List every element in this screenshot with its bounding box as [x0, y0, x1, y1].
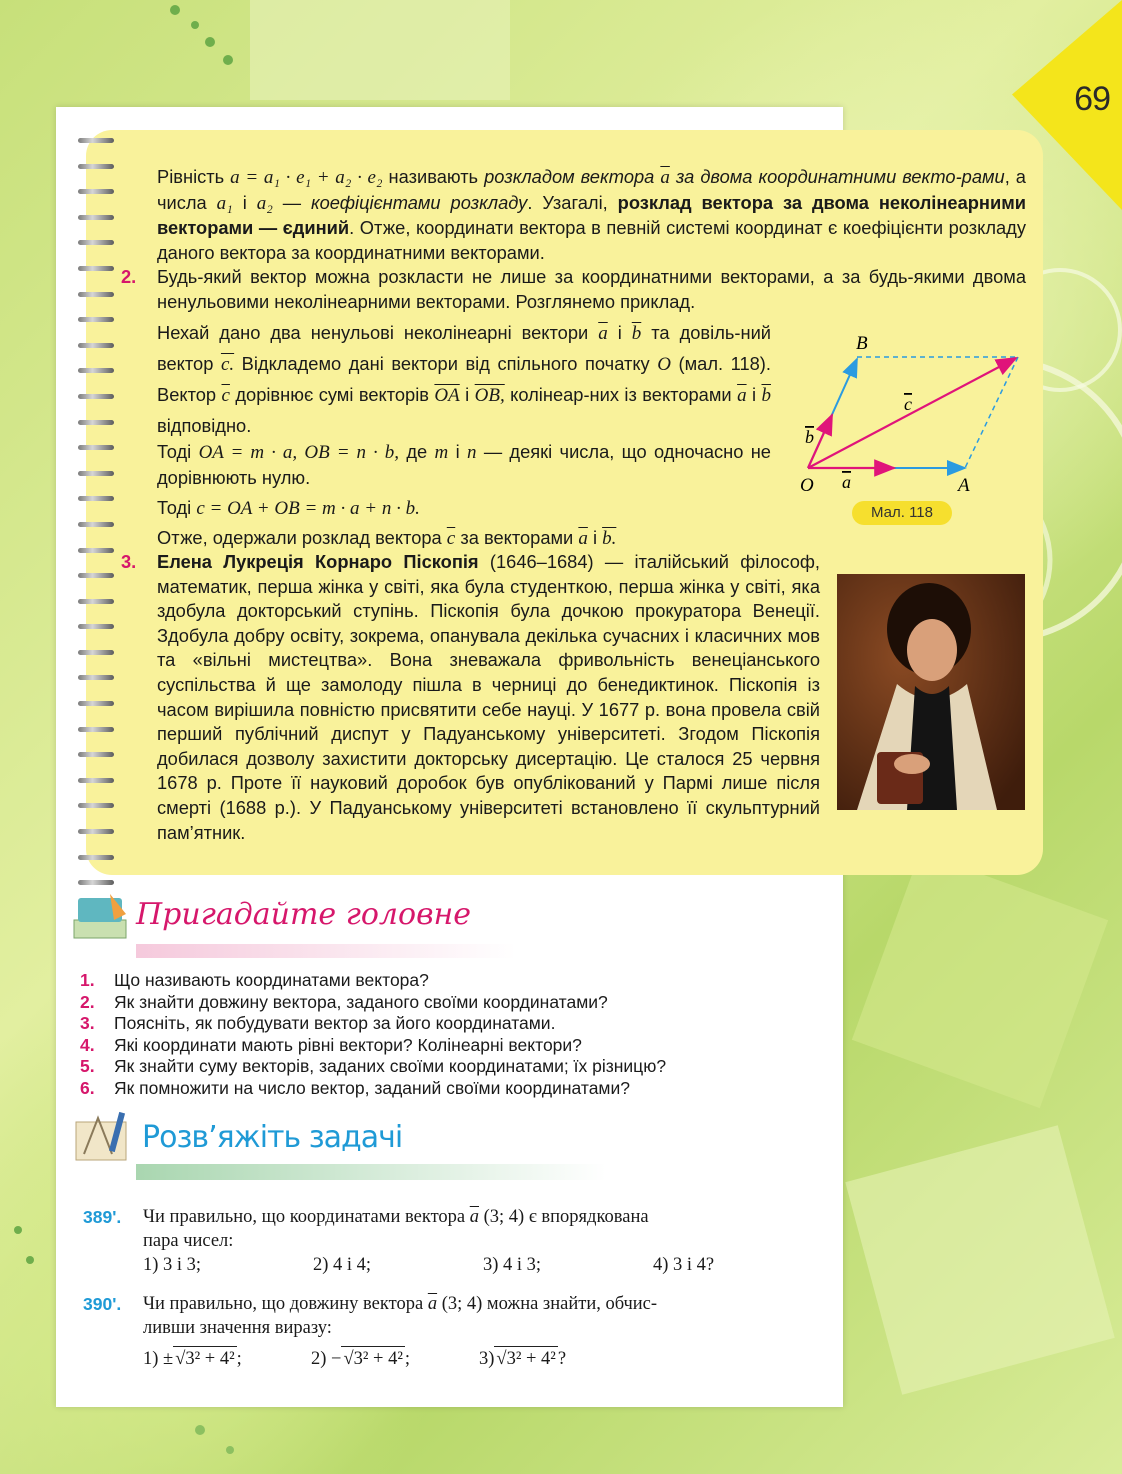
- item-number: 3.: [121, 551, 137, 572]
- option: 1) 3 і 3;: [143, 1255, 202, 1275]
- label-A: A: [958, 475, 970, 496]
- option: 2) − √3² + 4²;: [311, 1346, 479, 1371]
- formula-decomposition: a = a₁ · e₁ + a₂ · e₂: [230, 167, 383, 188]
- option: 2) 4 і 4;: [313, 1255, 372, 1275]
- label-B: B: [856, 333, 868, 354]
- recall-icon: [70, 890, 130, 942]
- problem-390: 390'. Чи правильно, що довжину вектора $\overline{a}$ (3; 4) можна знайти, обчис- ливши значення виразу: 1) ± √3² + 4²; 2) − √3² + 4²; 3)√3² + 4²?: [83, 1294, 658, 1369]
- recall-list: [80, 970, 666, 1100]
- label-b: b: [805, 427, 814, 447]
- problems-title-underline: [136, 1164, 606, 1180]
- paragraph-conclusion: Отже, одержали розклад вектора $\overline{c}$ за векторами $\overline{a}$ і b.: [157, 527, 617, 549]
- recall-title: Пригадайте головне: [136, 897, 472, 932]
- vector-figure: [790, 325, 1040, 500]
- label-c: c: [904, 394, 912, 414]
- option: 3) 4 і 3;: [483, 1255, 542, 1275]
- list-item: 1. Що називають координатами вектора?: [80, 970, 429, 990]
- portrait-image: [837, 574, 1025, 810]
- option: 1) ± √3² + 4²;: [143, 1346, 311, 1371]
- list-item: 6. Як помножити на число вектор, заданий своїми координатами?: [80, 1077, 630, 1098]
- paragraph-biography: 3. Елена Лукреція Корнаро Піскопія (1646–1684) — італійський філософ, математик, перша жінка у світі, яка була студенткою, перша жінка у світі, яка здобула докторський ступінь. Піскопія була дочкою прокуратора Венеції. Здобула добру освіту, зокрема, опанувала декілька сучасних і класичних мов та «вільні мистецтва». Вона зневажала фривольність венеціанського суспільства й ще замолоду пішла в черниці до бенедиктинок. Піскопія із часом вирішила повністю присвятити себе науці. У 1677 р. вона провела свій перший публічний диспут у Падуанському університеті. Згодом Піскопія добилася дозволу захистити докторську дисертацію. Це сталося 25 червня 1678 р. Проте її науковий доробок був опублікований у Пармі лише після смерті (1688 р.). У Падуанському університеті встановлено її скульптурний пам’ятник.: [121, 551, 820, 843]
- problem-389: 389'. Чи правильно, що координатами вектора $\overline{a}$ (3; 4) є впорядкована пара чисел: 1) 3 і 3; 2) 4 і 4; 3) 4 і 3; 4) 3 і 4?: [83, 1207, 715, 1275]
- dashed-side-right: [965, 357, 1018, 468]
- problems-title: Розв’яжіть задачі: [142, 1120, 403, 1155]
- list-item: 2. Як знайти довжину вектора, заданого своїми координатами?: [80, 991, 608, 1012]
- paragraph-any-vectors: 2. Будь-який вектор можна розкласти не лише за координатними векторами, а за будь-якими двома ненульовими неколінеарними векторами. Розглянемо приклад.: [121, 266, 1026, 312]
- label-a: a: [842, 472, 851, 492]
- item-number: 2.: [121, 266, 137, 287]
- vector-c: [808, 358, 1016, 468]
- recall-title-underline: [136, 944, 516, 958]
- option: 4) 3 і 4?: [653, 1255, 715, 1275]
- page-number: 69: [1074, 80, 1110, 118]
- label-O: O: [800, 475, 814, 496]
- list-item: 4. Які координати мають рівні вектори? Колінеарні вектори?: [80, 1034, 582, 1055]
- paragraph-then: Тоді OA = m · a, OB = n · b, де m і n — деякі числа, що одночасно не дорівнюють нулю.: [157, 441, 771, 488]
- paragraph-then-sum: Тоді c = OA + OB = m · a + n · b.: [157, 497, 420, 519]
- figure-caption: Мал. 118: [852, 501, 952, 525]
- paragraph-example: Нехай дано два ненульові неколінеарні вектори $\overline{a}$ і $\overline{b}$ та довіль-ний вектор c. Відкладемо дані вектори від спільного початку O (мал. 118). Вектор $\overline{c}$ дорівнює сумі векторів $\overline{OA}$ і OB, колінеар-них із векторами $\overline{a}$ і $\overline{b}$ відповідно.: [157, 322, 771, 436]
- list-item: 5. Як знайти суму векторів, заданих своїми координатами; їх різницю?: [80, 1056, 667, 1077]
- option: 3)√3² + 4²?: [479, 1346, 566, 1371]
- paragraph-decomposition: Рівність a = a₁ · e₁ + a₂ · e₂ називають розкладом вектора $\overline{a}$ за двома координатними векто-рами, а числа a₁ і a₂ — коефіцієнтами розкладу. Узагалі, розклад вектора за двома неколінеарними векторами — єдиний. Отже, координати вектора в певній системі координат є коефіцієнти розкладу даного вектора за координатними векторами.: [157, 166, 1026, 263]
- list-item: 3. Поясніть, як побудувати вектор за його координатами.: [80, 1013, 556, 1034]
- spiral-binding: [78, 138, 118, 931]
- problems-icon: [70, 1108, 132, 1164]
